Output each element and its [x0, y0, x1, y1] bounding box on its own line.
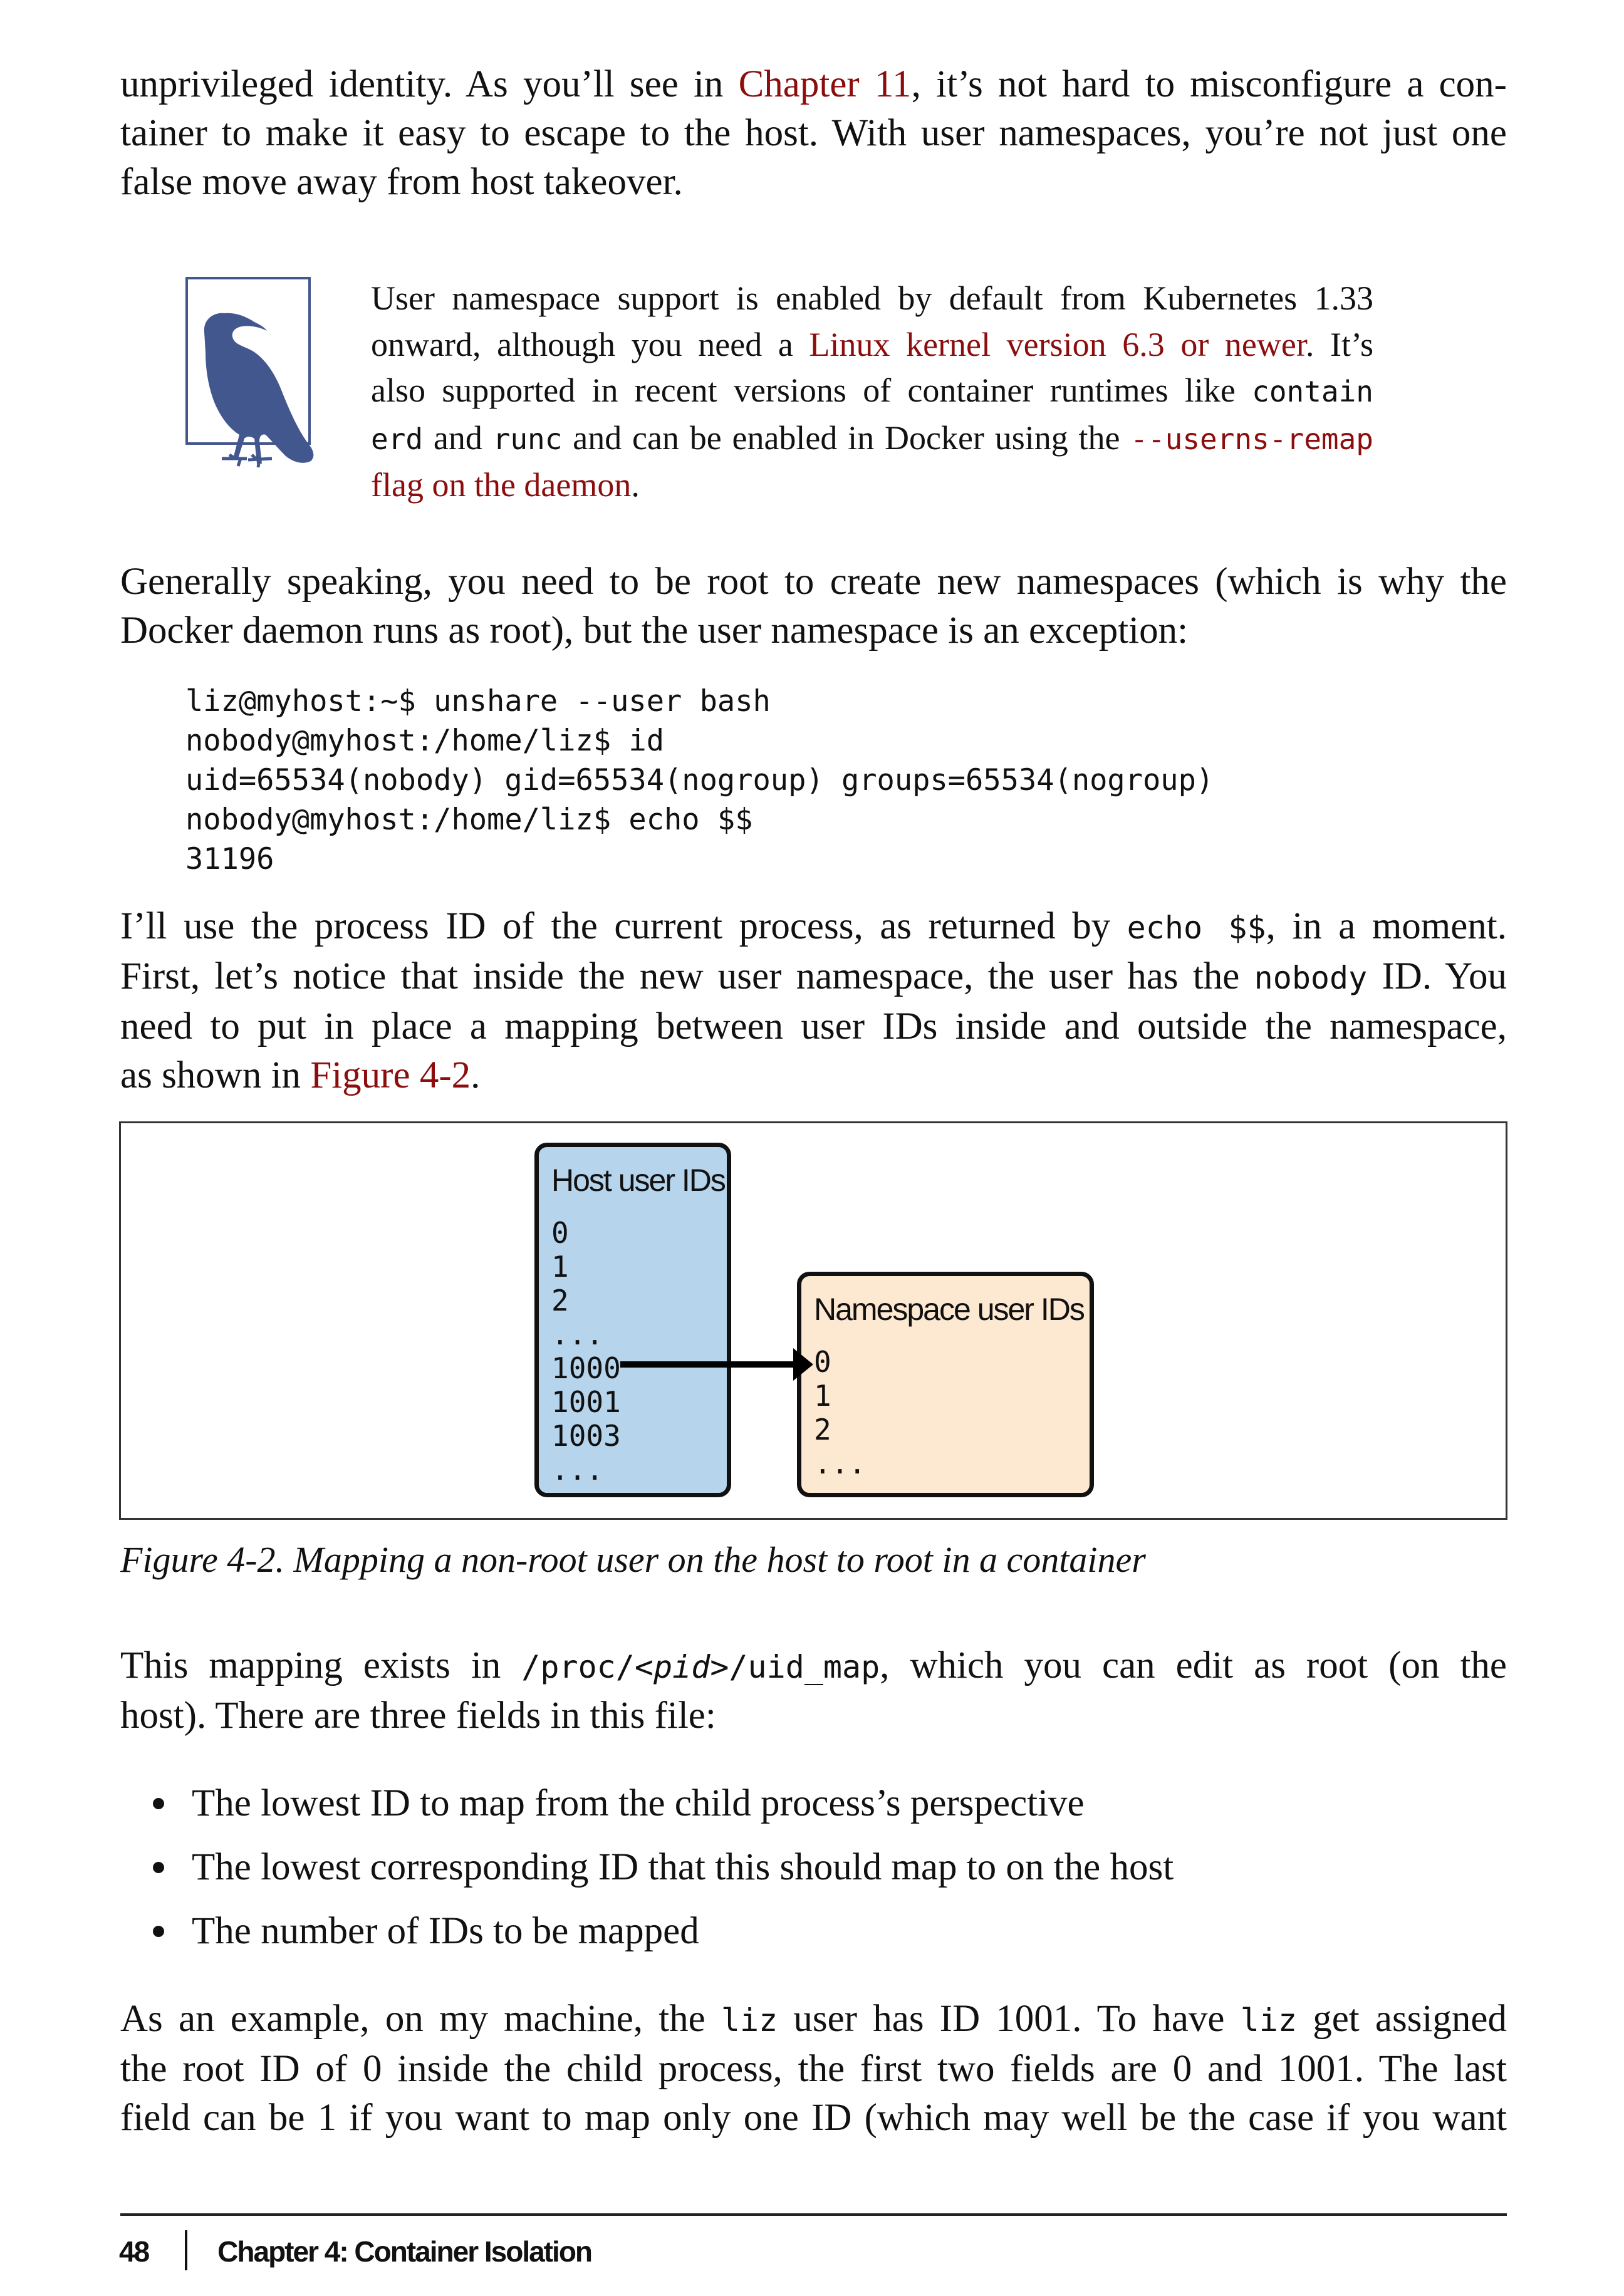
code-line: liz@myhost:~$ unshare --user bash	[185, 684, 771, 719]
page-footer	[119, 2230, 591, 2270]
chapter-11-link[interactable]: Chapter 11	[738, 63, 912, 105]
fields-list	[150, 1772, 1174, 1963]
list-item: The lowest ID to map from the child process’s perspective	[150, 1772, 1174, 1836]
paragraph-process-id: I’ll use the process ID of the current process, as returned by echo $$, in a moment. First, let’s notice that inside the new user namespace, the user has the nobody ID. You need to put in place a mapping between user IDs inside and outside the namespace, as shown in Figure 4-2.	[120, 905, 1507, 1096]
page-number: 48	[119, 2235, 149, 2268]
namespace-id-value: 0	[814, 1345, 831, 1379]
inline-code: erd	[371, 422, 424, 456]
figure-caption: Figure 4-2. Mapping a non-root user on the host to root in a container	[120, 1539, 1146, 1580]
host-id-list	[551, 1216, 621, 1487]
paragraph-example: As an example, on my machine, the liz user has ID 1001. To have liz get assigned the root ID of 0 inside the child process, the first two fields are 0 and 1001. The last field can be 1 if you want to map only one ID (which may well be the case if you want	[120, 1998, 1507, 2139]
arrow-head-icon	[793, 1348, 813, 1381]
inline-code: liz	[1240, 2002, 1297, 2039]
code-line: nobody@myhost:/home/liz$ id	[185, 724, 665, 758]
linux-kernel-link[interactable]: Linux kernel version 6.3 or newer	[809, 325, 1306, 363]
userns-remap-link[interactable]: --userns-remap	[1130, 422, 1374, 456]
bird-icon	[185, 294, 317, 470]
paragraph-namespaces: Generally speaking, you need to be root to create new namespaces (which is why the Docker daemon runs as root), but the user namespace is an exception:	[120, 561, 1507, 652]
footer-divider	[120, 2213, 1507, 2216]
host-id-value: 1000	[551, 1351, 621, 1385]
inline-code: liz	[721, 2002, 778, 2039]
daemon-flag-link[interactable]: flag on the daemon	[371, 466, 632, 504]
inline-code: echo $$	[1127, 910, 1266, 946]
list-item: The number of IDs to be mapped	[150, 1899, 1174, 1963]
bullet-icon	[153, 1926, 164, 1937]
inline-code: /proc/<pid>/uid_map	[521, 1649, 880, 1685]
host-id-value: 1	[551, 1250, 569, 1284]
namespace-id-value: ...	[814, 1447, 867, 1480]
code-block	[185, 682, 1214, 879]
mapping-arrow	[620, 1339, 815, 1390]
host-id-value: 1001	[551, 1385, 621, 1419]
host-id-value: 2	[551, 1284, 569, 1317]
host-id-value: 1003	[551, 1419, 621, 1453]
bullet-icon	[153, 1862, 164, 1873]
inline-code: nobody	[1254, 960, 1368, 996]
host-id-value: ...	[551, 1317, 604, 1351]
namespace-id-list	[814, 1345, 866, 1480]
inline-code: runc	[492, 422, 563, 456]
list-item: The lowest corresponding ID that this should map to on the host	[150, 1836, 1174, 1899]
note-text: User namespace support is enabled by default from Kubernetes 1.33 onward, although you need a Linux kernel version 6.3 or newer. It’s also supported in recent versions of container runtimes like contain erd and runc and can be enabled in Docker using the --userns-remap flag on the daemon.	[371, 279, 1374, 504]
code-line: uid=65534(nobody) gid=65534(nogroup) groups=65534(nogroup)	[185, 763, 1214, 797]
chapter-title: Chapter 4: Container Isolation	[217, 2235, 592, 2268]
host-user-ids-box	[534, 1143, 731, 1497]
host-id-value: 0	[551, 1216, 569, 1250]
inline-code: contain	[1252, 375, 1373, 408]
intro-paragraph: unprivileged identity. As you’ll see in Chapter 11, it’s not hard to misconfigure a con- tainer to make it easy to escape to the host. With user namespaces, you’re not just one false move away from host takeover.	[120, 63, 1507, 203]
code-line: nobody@myhost:/home/liz$ echo $$	[185, 803, 753, 837]
paragraph-uid-map: This mapping exists in /proc/<pid>/uid_map, which you can edit as root (on the host). There are three fields in this file:	[120, 1644, 1507, 1737]
host-box-title: Host user IDs	[551, 1163, 725, 1198]
bullet-icon	[153, 1798, 164, 1809]
footer-separator	[185, 2230, 187, 2270]
namespace-id-value: 1	[814, 1379, 831, 1413]
namespace-box-title: Namespace user IDs	[814, 1292, 1084, 1327]
code-line: 31196	[185, 842, 274, 876]
figure-4-2-link[interactable]: Figure 4-2	[310, 1054, 471, 1096]
namespace-id-value: 2	[814, 1413, 831, 1447]
namespace-user-ids-box	[797, 1272, 1094, 1497]
host-id-value: ...	[551, 1453, 604, 1487]
